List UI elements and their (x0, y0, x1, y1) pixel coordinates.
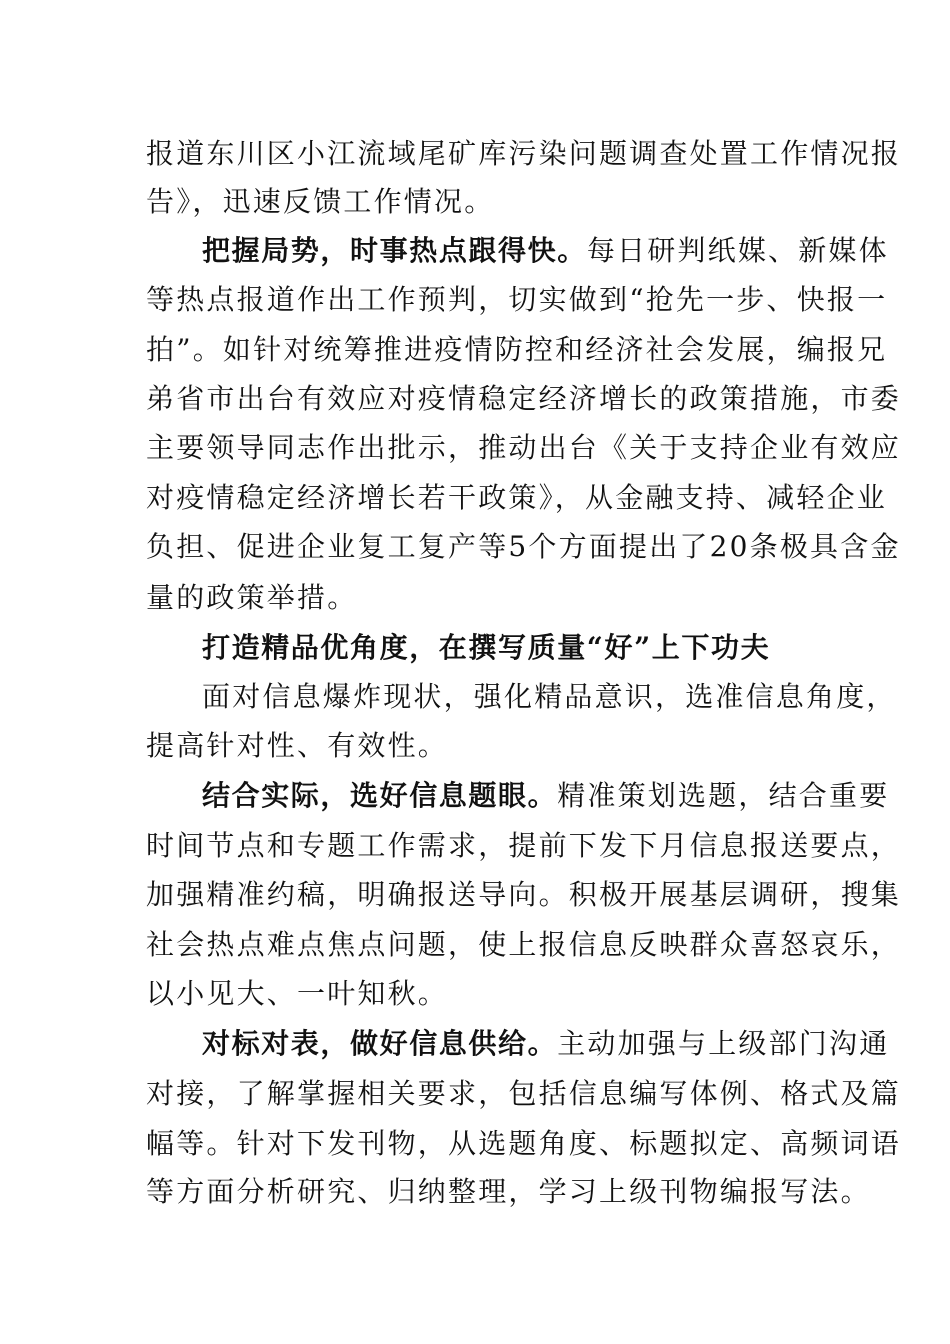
section-heading: 打造精品优角度，在撰写质量“好”上下功夫 (202, 631, 771, 664)
paragraph-line-23: 幅等。针对下发刊物，从选题角度、标题拟定、高频词语 (146, 1127, 902, 1160)
paragraph-line-16: 时间节点和专题工作需求，提前下发下月信息报送要点， (146, 829, 902, 862)
paragraph-line-10: 量的政策举措。 (146, 581, 358, 614)
paragraph-line-1: 报道东川区小江流域尾矿库污染问题调查处置工作情况报 (146, 137, 902, 170)
subheading-line-2 (202, 1024, 890, 1064)
paragraph-lead-text: 每日研判纸媒、新媒体 (586, 234, 889, 267)
paragraph-line-19: 以小见大、一叶知秋。 (146, 977, 449, 1010)
bold-lead-prefix: 把握局势， (202, 234, 351, 267)
paragraph-line-4: 等热点报道作出工作预判，切实做到“抢先一步、快报一 (146, 283, 888, 316)
paragraph-line-9: 负担、促进企业复工复产等5个方面提出了20条极具含金 (146, 530, 901, 563)
paragraph-lead-text-3: 主动加强与上级部门沟通 (557, 1027, 890, 1060)
paragraph-line-5: 拍”。如针对统筹推进疫情防控和经济社会发展，编报兄 (146, 333, 888, 366)
paragraph-line-12: 面对信息爆炸现状，强化精品意识，选准信息角度， (202, 680, 897, 713)
paragraph-line-13: 提高针对性、有效性。 (146, 729, 449, 762)
paragraph-heading-line (202, 231, 889, 271)
paragraph-lead-text-2: 精准策划选题，结合重要 (557, 779, 890, 812)
paragraph-line-22: 对接，了解掌握相关要求，包括信息编写体例、格式及篇 (146, 1077, 902, 1110)
paragraph-line-8: 对疫情稳定经济增长若干政策》，从金融支持、减轻企业 (146, 481, 888, 514)
bold-lead-heading-3: 对标对表，做好信息供给。 (202, 1027, 558, 1060)
paragraph-line-17: 加强精准约稿，明确报送导向。积极开展基层调研，搜集 (146, 878, 902, 911)
paragraph-line-6: 弟省市出台有效应对疫情稳定经济增长的政策措施，市委 (146, 382, 902, 415)
paragraph-line-2: 告》，迅速反馈工作情况。 (146, 185, 495, 218)
paragraph-line-7: 主要领导同志作出批示，推动出台《关于支持企业有效应 (146, 431, 902, 464)
bold-lead-heading: 时事热点跟得快。 (350, 234, 587, 267)
paragraph-line-18: 社会热点难点焦点问题，使上报信息反映群众喜怒哀乐， (146, 928, 902, 961)
bold-lead-heading-2: 结合实际，选好信息题眼。 (202, 779, 558, 812)
paragraph-line-24: 等方面分析研究、归纳整理，学习上级刊物编报写法。 (146, 1175, 871, 1208)
subheading-line-1 (202, 776, 890, 816)
